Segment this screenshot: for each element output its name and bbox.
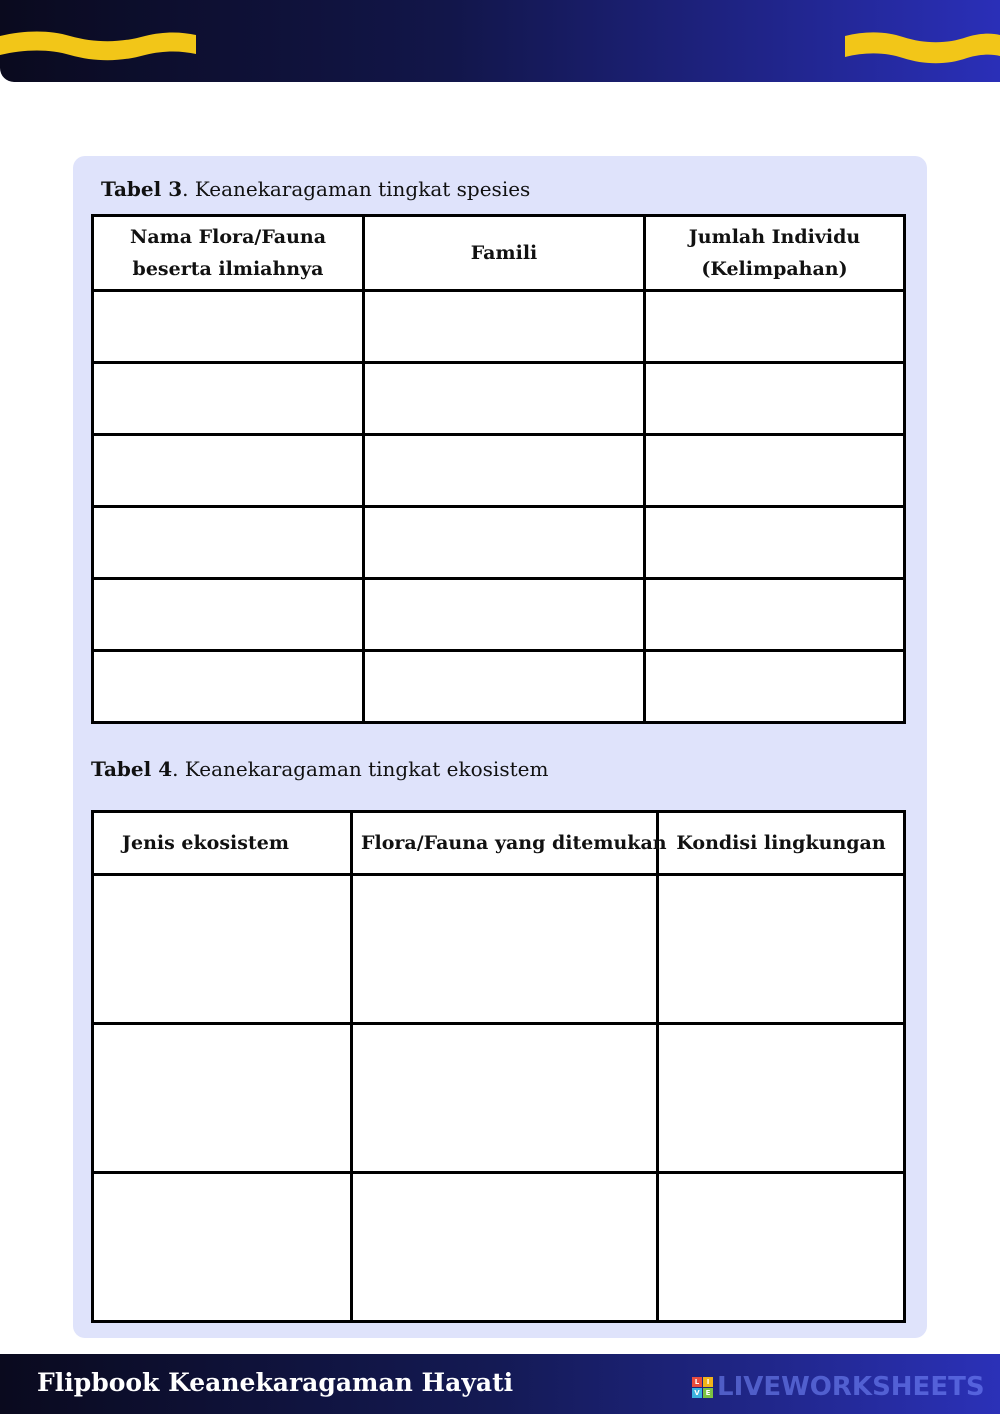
answer-cell[interactable]	[93, 651, 364, 723]
answer-cell[interactable]	[93, 291, 364, 363]
answer-cell[interactable]	[93, 875, 352, 1024]
answer-cell[interactable]	[364, 363, 645, 435]
answer-cell[interactable]	[645, 579, 905, 651]
table-row	[93, 579, 905, 651]
table3-caption-number: Tabel 3	[101, 177, 183, 201]
header-kondisi-lingkungan: Kondisi lingkungan	[658, 812, 905, 875]
answer-cell[interactable]	[93, 363, 364, 435]
answer-cell[interactable]	[364, 291, 645, 363]
yellow-wave-left-decoration	[0, 30, 196, 62]
table-row	[93, 291, 905, 363]
answer-cell[interactable]	[352, 1173, 658, 1322]
top-banner	[0, 0, 1000, 82]
species-diversity-table	[91, 214, 906, 724]
table-row	[93, 1173, 905, 1322]
answer-cell[interactable]	[93, 1173, 352, 1322]
header-flora-fauna-name: Nama Flora/Fauna beserta ilmiahnya	[93, 216, 364, 291]
answer-cell[interactable]	[364, 507, 645, 579]
table-row	[93, 507, 905, 579]
answer-cell[interactable]	[658, 1173, 905, 1322]
table-header-row	[93, 216, 905, 291]
table4-caption-text: . Keanekaragaman tingkat ekosistem	[172, 757, 549, 781]
header-famili: Famili	[364, 216, 645, 291]
header-flora-fauna-found: Flora/Fauna yang ditemukan	[352, 812, 658, 875]
answer-cell[interactable]	[658, 875, 905, 1024]
answer-cell[interactable]	[352, 875, 658, 1024]
answer-cell[interactable]	[645, 363, 905, 435]
answer-cell[interactable]	[93, 579, 364, 651]
table3-caption-text: . Keanekaragaman tingkat spesies	[182, 177, 531, 201]
header-jenis-ekosistem: Jenis ekosistem	[93, 812, 352, 875]
table-header-row	[93, 812, 905, 875]
answer-cell[interactable]	[645, 435, 905, 507]
liveworksheets-logo-icon: L I V E	[692, 1377, 713, 1398]
table4-caption	[91, 757, 548, 781]
table-row	[93, 435, 905, 507]
answer-cell[interactable]	[364, 579, 645, 651]
answer-cell[interactable]	[658, 1024, 905, 1173]
answer-cell[interactable]	[352, 1024, 658, 1173]
liveworksheets-watermark[interactable]	[692, 1372, 985, 1402]
answer-cell[interactable]	[645, 507, 905, 579]
table-row	[93, 875, 905, 1024]
ecosystem-diversity-table	[91, 810, 906, 1323]
header-jumlah-individu: Jumlah Individu (Kelimpahan)	[645, 216, 905, 291]
answer-cell[interactable]	[93, 507, 364, 579]
table-row	[93, 363, 905, 435]
table3-caption	[101, 177, 530, 201]
table4-caption-number: Tabel 4	[91, 757, 173, 781]
table-row	[93, 651, 905, 723]
footer-title: Flipbook Keanekaragaman Hayati	[37, 1368, 514, 1397]
answer-cell[interactable]	[645, 651, 905, 723]
yellow-wave-right-decoration	[845, 30, 1000, 65]
watermark-text: LIVEWORKSHEETS	[717, 1372, 985, 1402]
table-row	[93, 1024, 905, 1173]
answer-cell[interactable]	[364, 651, 645, 723]
footer-banner	[0, 1354, 1000, 1414]
answer-cell[interactable]	[645, 291, 905, 363]
answer-cell[interactable]	[93, 1024, 352, 1173]
answer-cell[interactable]	[93, 435, 364, 507]
answer-cell[interactable]	[364, 435, 645, 507]
